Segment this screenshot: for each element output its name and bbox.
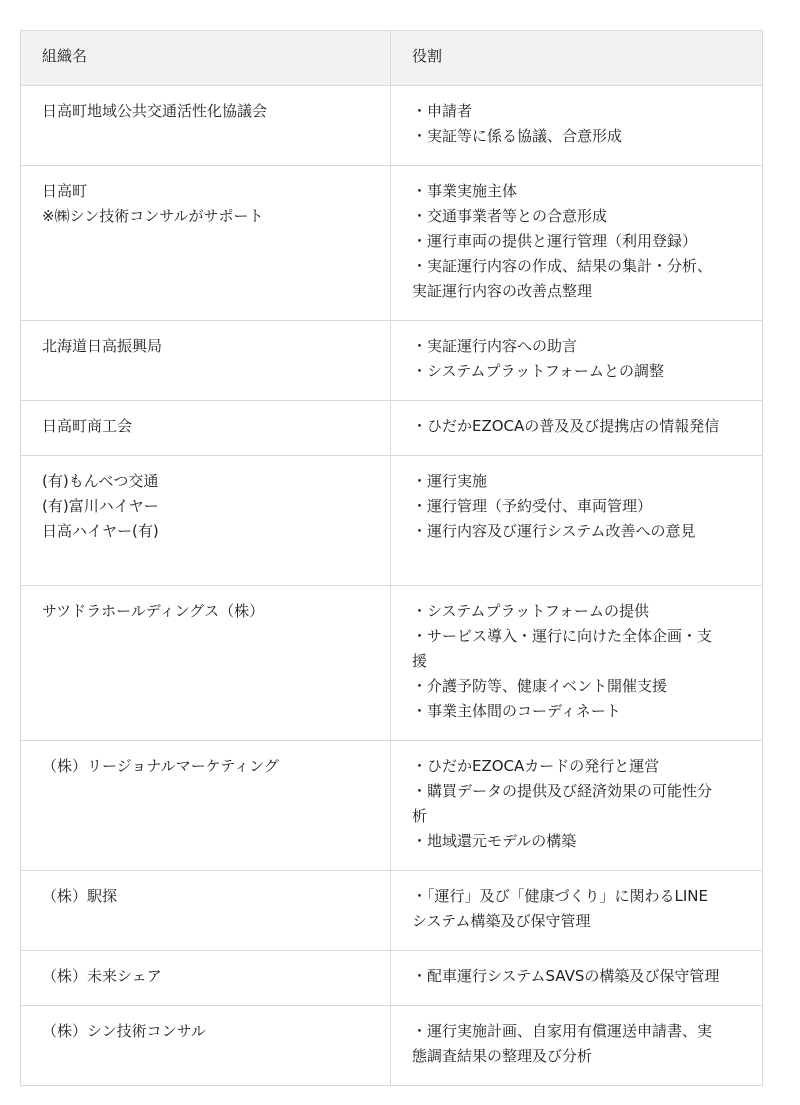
organization-cell bbox=[21, 1006, 391, 1086]
table-row bbox=[21, 166, 763, 321]
organization-name-line: 日高町地域公共交通活性化協議会 bbox=[42, 102, 268, 120]
role-line: 態調査結果の整理及び分析 bbox=[412, 1047, 593, 1065]
role-line: ・地域還元モデルの構築 bbox=[412, 832, 577, 850]
organization-name-line: （株）リージョナルマーケティング bbox=[42, 757, 279, 775]
role-cell bbox=[391, 166, 763, 321]
role-cell bbox=[391, 1006, 763, 1086]
organization-cell bbox=[21, 456, 391, 586]
role-line: ・ひだかEZOCAカードの発行と運営 bbox=[412, 757, 660, 775]
role-line: 実証運行内容の改善点整理 bbox=[412, 282, 593, 300]
table-row bbox=[21, 951, 763, 1006]
header-organization-name: 組織名 bbox=[21, 31, 391, 86]
organization-name-line: 日高町 bbox=[42, 182, 88, 200]
role-line: ・運行管理（予約受付、車両管理） bbox=[412, 497, 653, 515]
table-row bbox=[21, 871, 763, 951]
role-cell bbox=[391, 86, 763, 166]
role-line: ・介護予防等、健康イベント開催支援 bbox=[412, 677, 668, 695]
role-line: ・システムプラットフォームとの調整 bbox=[412, 362, 665, 380]
table-row bbox=[21, 321, 763, 401]
role-line: ・運行車両の提供と運行管理（利用登録） bbox=[412, 232, 698, 250]
organization-name-line: ※㈱シン技術コンサルがサポート bbox=[42, 207, 264, 225]
role-cell bbox=[391, 401, 763, 456]
role-line: ・運行実施 bbox=[412, 472, 488, 490]
organization-cell bbox=[21, 166, 391, 321]
role-line: 析 bbox=[412, 807, 428, 825]
role-line: ・事業主体間のコーディネート bbox=[412, 702, 621, 720]
role-line: ・運行内容及び運行システム改善への意見 bbox=[412, 522, 696, 540]
organization-cell bbox=[21, 86, 391, 166]
organization-cell bbox=[21, 586, 391, 741]
role-line: ・運行実施計画、自家用有償運送申請書、実 bbox=[412, 1022, 713, 1040]
organization-name-line: サツドラホールディングス（株） bbox=[42, 602, 265, 620]
organization-name-line: (有)もんべつ交通 bbox=[42, 472, 159, 490]
organization-name-line: 日高ハイヤー(有) bbox=[42, 522, 159, 540]
role-line: ・実証運行内容の作成、結果の集計・分析、 bbox=[412, 257, 713, 275]
role-line: ・実証等に係る協議、合意形成 bbox=[412, 127, 623, 145]
role-line: ・配車運行システムSAVSの構築及び保守管理 bbox=[412, 967, 720, 985]
role-line: ・実証運行内容への助言 bbox=[412, 337, 578, 355]
organization-roles-table-container bbox=[20, 30, 762, 1086]
role-line: ・「運行」及び「健康づくり」に関わるLINE bbox=[412, 887, 708, 905]
role-cell bbox=[391, 586, 763, 741]
table-row bbox=[21, 86, 763, 166]
role-line: ・システムプラットフォームの提供 bbox=[412, 602, 650, 620]
table-row bbox=[21, 586, 763, 741]
organization-name-line: 日高町商工会 bbox=[42, 417, 133, 435]
organization-name-line: （株）駅探 bbox=[42, 887, 118, 905]
role-cell bbox=[391, 951, 763, 1006]
organization-cell bbox=[21, 871, 391, 951]
organization-name-line: （株）シン技術コンサル bbox=[42, 1022, 206, 1040]
table-row bbox=[21, 456, 763, 586]
table-row bbox=[21, 1006, 763, 1086]
role-cell bbox=[391, 871, 763, 951]
table-row bbox=[21, 401, 763, 456]
role-line: 援 bbox=[412, 652, 428, 670]
organization-cell bbox=[21, 741, 391, 871]
role-cell bbox=[391, 741, 763, 871]
table-body bbox=[21, 86, 763, 1086]
table-row bbox=[21, 741, 763, 871]
organization-cell bbox=[21, 401, 391, 456]
role-line: ・事業実施主体 bbox=[412, 182, 518, 200]
table-header-row bbox=[21, 31, 763, 86]
organization-name-line: (有)富川ハイヤー bbox=[42, 497, 159, 515]
organization-cell bbox=[21, 951, 391, 1006]
role-line: システム構築及び保守管理 bbox=[412, 912, 591, 930]
role-line: ・申請者 bbox=[412, 102, 473, 120]
organization-roles-table bbox=[20, 30, 763, 1086]
role-cell bbox=[391, 456, 763, 586]
role-cell bbox=[391, 321, 763, 401]
role-line: ・ひだかEZOCAの普及及び提携店の情報発信 bbox=[412, 417, 720, 435]
role-line: ・サービス導入・運行に向けた全体企画・支 bbox=[412, 627, 713, 645]
role-line: ・交通事業者等との合意形成 bbox=[412, 207, 608, 225]
organization-name-line: 北海道日高振興局 bbox=[42, 337, 163, 355]
role-line: ・購買データの提供及び経済効果の可能性分 bbox=[412, 782, 713, 800]
organization-cell bbox=[21, 321, 391, 401]
header-role: 役割 bbox=[391, 31, 763, 86]
organization-name-line: （株）未来シェア bbox=[42, 967, 162, 985]
